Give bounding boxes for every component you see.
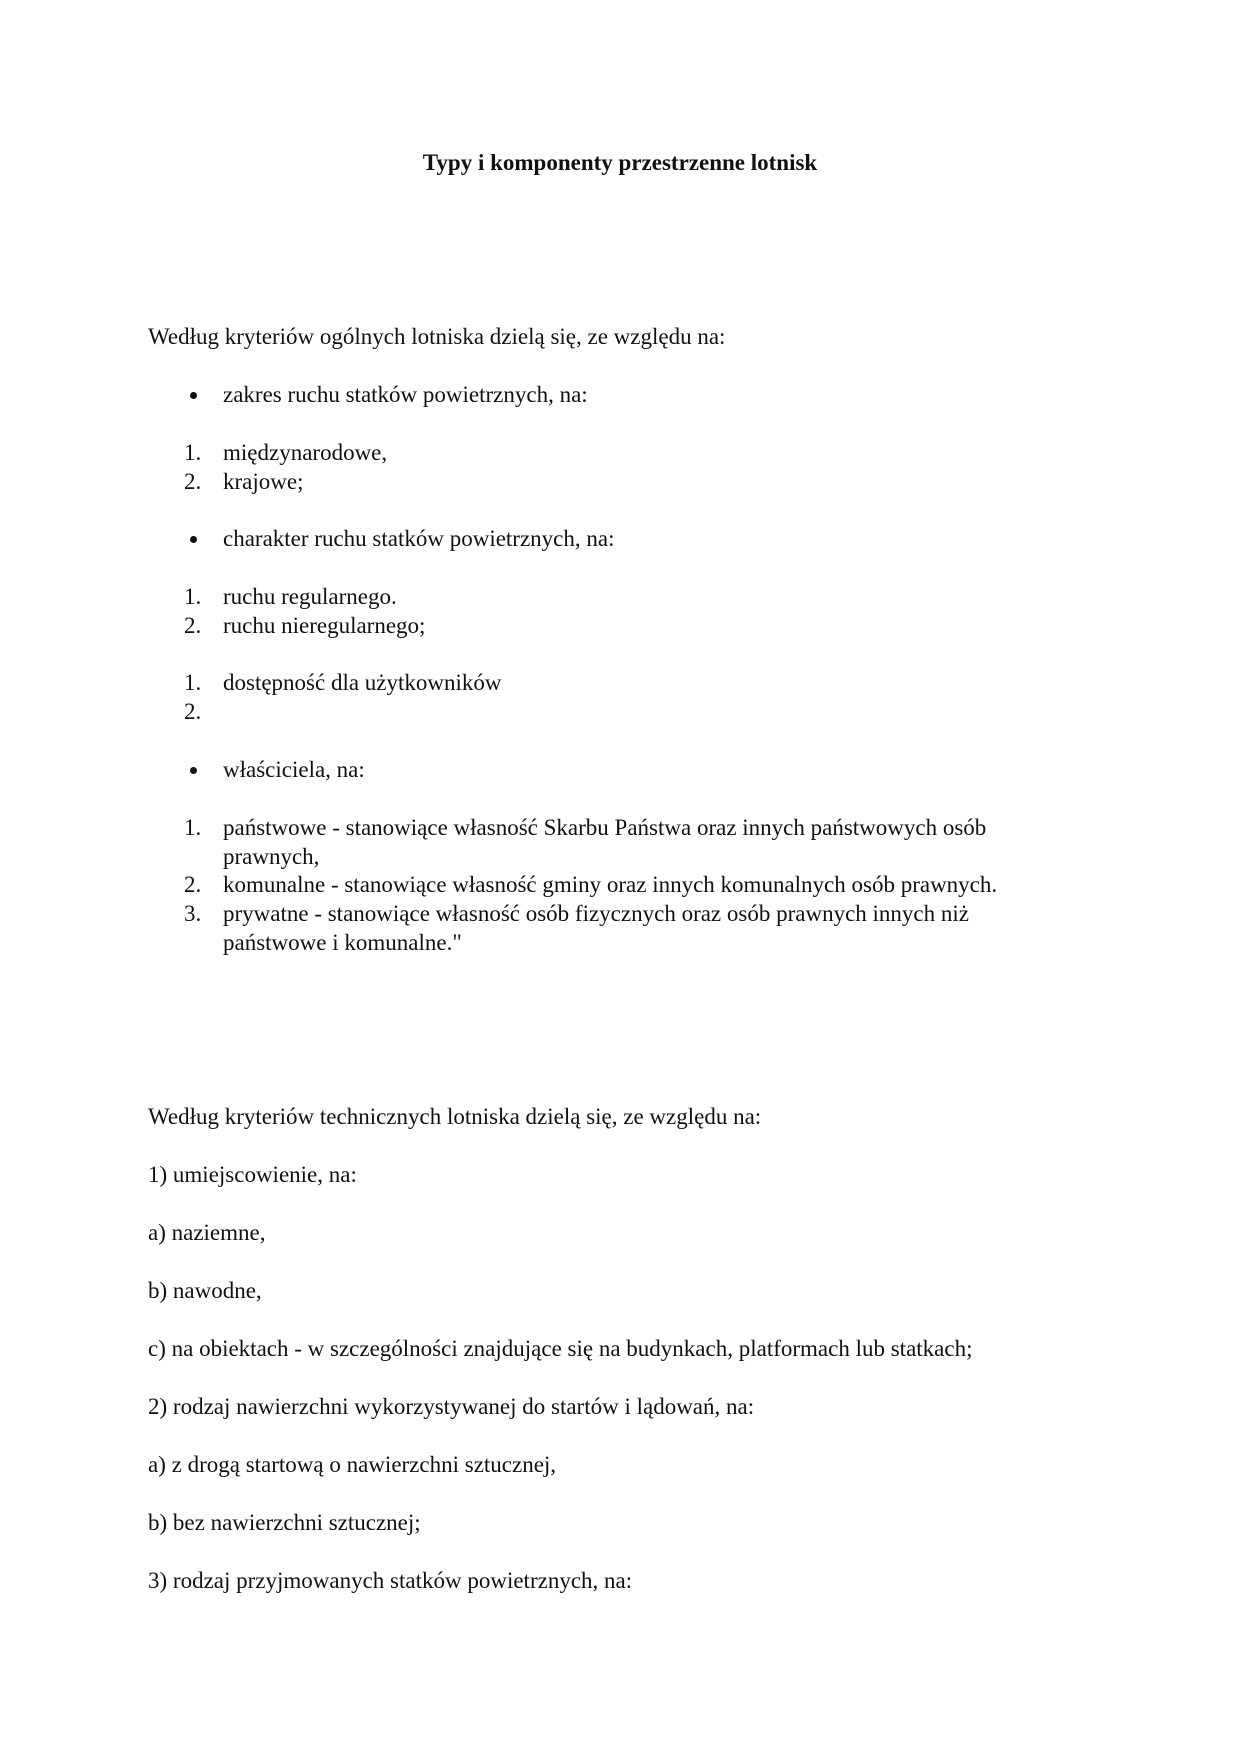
bullet-dot-icon [190,392,197,399]
list-item: dostępność dla użytkowników [223,670,502,695]
list-number: 1. [184,584,202,609]
bullet-item-owner: właściciela, na: [223,757,365,782]
list-number: 1. [184,815,202,840]
criteria-line: b) nawodne, [148,1278,262,1303]
list-item: krajowe; [223,469,304,494]
list-number: 2. [184,469,202,494]
criteria-line: b) bez nawierzchni sztucznej; [148,1510,421,1535]
list-item: komunalne - stanowiące własność gminy oraz innych komunalnych osób prawnych. [223,872,998,897]
criteria-line: c) na obiektach - w szczególności znajdujące się na budynkach, platformach lub statkach; [148,1336,973,1361]
bullet-dot-icon [190,767,197,774]
list-number: 2. [184,699,202,724]
bullet-marker [186,380,200,409]
bullet-item-character: charakter ruchu statków powietrznych, na: [223,526,615,551]
list-item: prywatne - stanowiące własność osób fizycznych oraz osób prawnych innych niż państwowe i komunalne." [223,901,969,955]
section1-intro: Według kryteriów ogólnych lotniska dzielą się, ze względu na: [148,324,726,349]
list-number: 2. [184,872,202,897]
list-item: państwowe - stanowiące własność Skarbu Państwa oraz innych państwowych osób prawnych, [223,815,987,869]
criteria-line: 2) rodzaj nawierzchni wykorzystywanej do startów i lądowań, na: [148,1394,755,1419]
criteria-line: a) z drogą startową o nawierzchni sztucznej, [148,1452,557,1477]
list-item: ruchu regularnego. [223,584,397,609]
section2-intro: Według kryteriów technicznych lotniska dzielą się, ze względu na: [148,1104,762,1129]
criteria-line: 1) umiejscowienie, na: [148,1162,357,1187]
list-number: 1. [184,670,202,695]
document-title: Typy i komponenty przestrzenne lotnisk [422,150,818,175]
criteria-line: 3) rodzaj przyjmowanych statków powietrznych, na: [148,1568,633,1593]
bullet-dot-icon [190,536,197,543]
bullet-item-scope: zakres ruchu statków powietrznych, na: [223,382,588,407]
list-item: ruchu nieregularnego; [223,613,426,638]
list-number: 3. [184,901,202,926]
list-number: 1. [184,440,202,465]
list-item: międzynarodowe, [223,440,388,465]
bullet-marker [186,755,200,784]
list-number: 2. [184,613,202,638]
criteria-line: a) naziemne, [148,1220,266,1245]
bullet-marker [186,524,200,553]
